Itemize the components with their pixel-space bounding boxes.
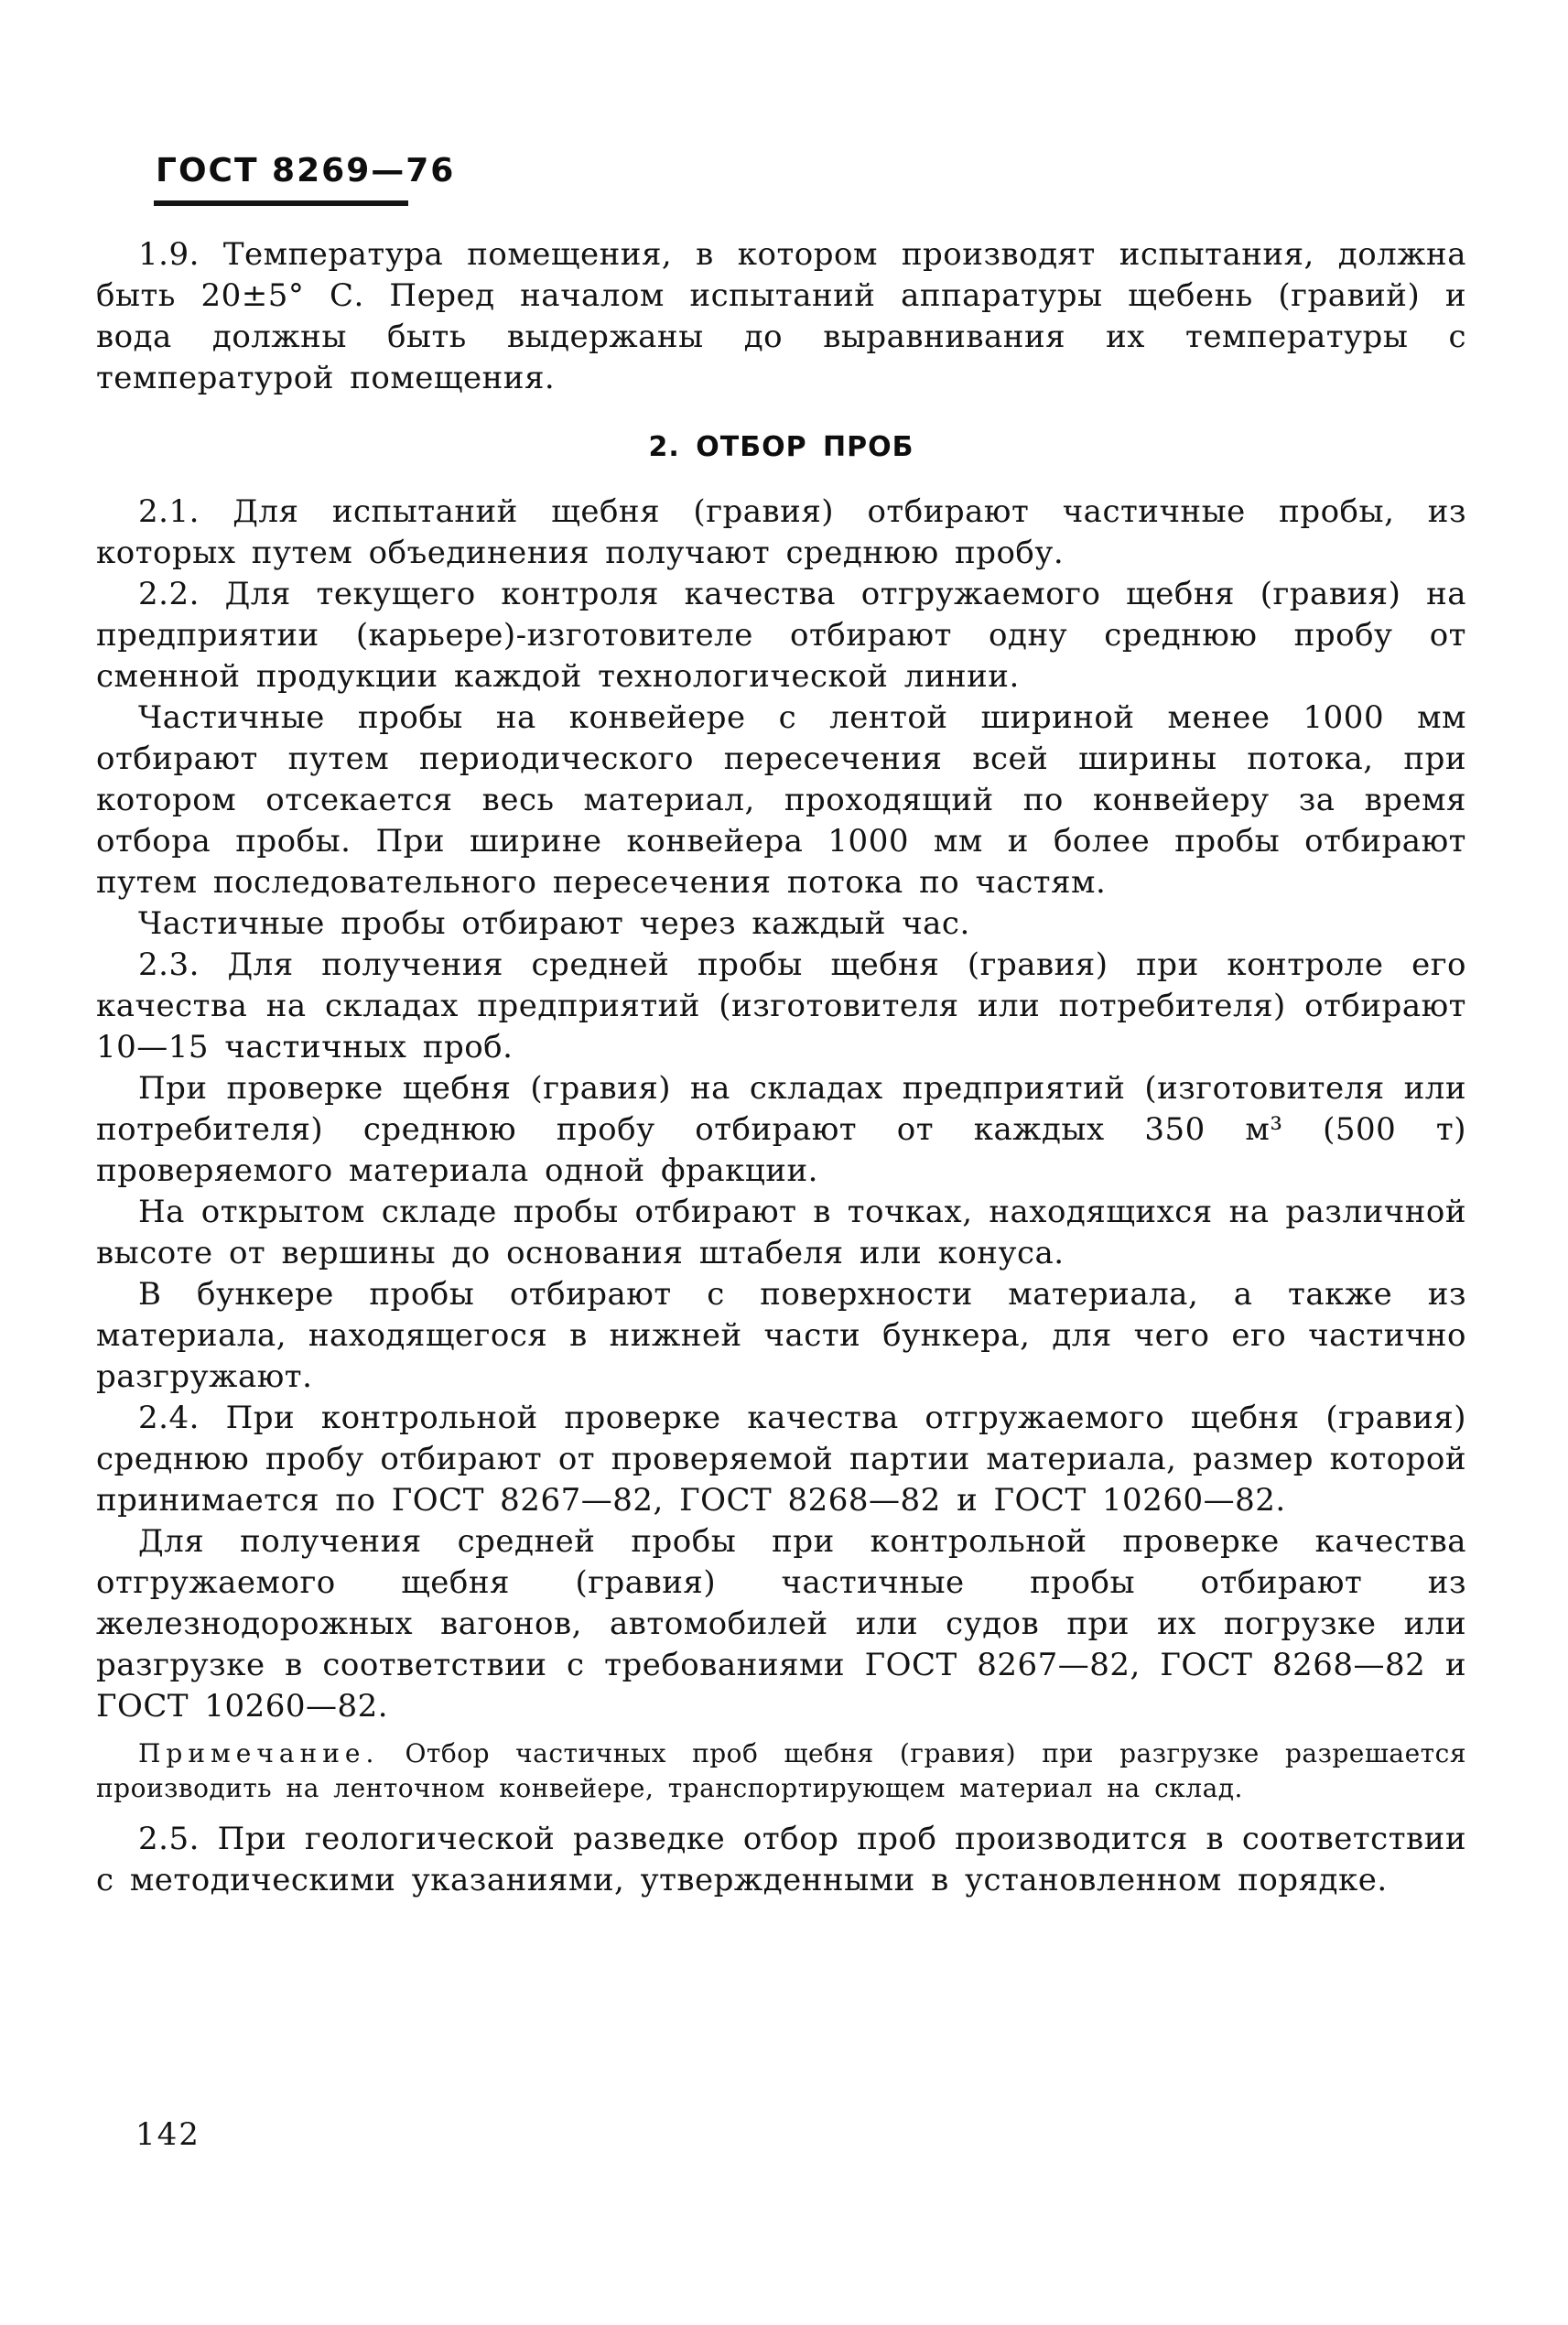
note-text: Отбор частичных проб щебня (гравия) при разгрузке разрешается производить на ленточном конвейере, транспортирующем материал на склад.: [96, 1738, 1466, 1803]
paragraph-2-3-open-stockpile: На открытом складе пробы отбирают в точках, находящихся на различной высоте от вершины до основания штабеля или конуса.: [96, 1194, 1466, 1271]
document-standard-number: ГОСТ 8269—76: [156, 152, 456, 189]
paragraph-2-2: 2.2. Для текущего контроля качества отгружаемого щебня (гравия) на предприятии (карьере)-изготовителе отбирают одну среднюю пробу от сменной продукции каждой технологической линии.: [96, 576, 1466, 695]
paragraph-2-3: 2.3. Для получения средней пробы щебня (гравия) при контроле его качества на складах предприятий (изготовителя или потребителя) отбирают 10—15 частичных проб.: [96, 946, 1466, 1065]
paragraph-hourly-sampling: Частичные пробы отбирают через каждый час.: [138, 905, 970, 942]
header-underline-rule: [154, 200, 408, 206]
page-number: 142: [135, 2116, 200, 2153]
paragraph-2-3-warehouse-check: При проверке щебня (гравия) на складах предприятий (изготовителя или потребителя) среднюю пробу отбирают от каждых 350 м³ (500 т) проверяемого материала одной фракции.: [96, 1070, 1466, 1189]
paragraph-2-5: 2.5. При геологической разведке отбор проб производится в соответствии с методическими указаниями, утвержденными в установленном порядке.: [96, 1821, 1466, 1898]
paragraph-2-2-conveyor-sampling: Частичные пробы на конвейере с лентой шириной менее 1000 мм отбирают путем периодического пересечения всей ширины потока, при котором отсекается весь материал, проходящий по конвейеру за время отбора пробы. При ширине конвейера 1000 мм и более пробы отбирают путем последовательного пересечения потока по частям.: [96, 699, 1466, 901]
paragraph-2-1: 2.1. Для испытаний щебня (гравия) отбирают частичные пробы, из которых путем объединения получают среднюю пробу.: [96, 493, 1466, 571]
note-paragraph: [96, 1736, 1466, 1806]
paragraph-2-3-bunker: В бункере пробы отбирают с поверхности материала, а также из материала, находящегося в нижней части бункера, для чего его частично разгружают.: [96, 1276, 1466, 1395]
paragraph-2-4: 2.4. При контрольной проверке качества отгружаемого щебня (гравия) среднюю пробу отбирают от проверяемой партии материала, размер которой принимается по ГОСТ 8267—82, ГОСТ 8268—82 и ГОСТ 10260—82.: [96, 1400, 1466, 1519]
paragraph-2-4-loading-unloading: Для получения средней пробы при контрольной проверке качества отгружаемого щебня (гравия) частичные пробы отбирают из железнодорожных вагонов, автомобилей или судов при их погрузке или разгрузке в соответствии с требованиями ГОСТ 8267—82, ГОСТ 8268—82 и ГОСТ 10260—82.: [96, 1523, 1466, 1725]
paragraph-1-9: 1.9. Температура помещения, в котором производят испытания, должна быть 20±5° С. Перед началом испытаний аппаратуры щебень (гравий) и вода должны быть выдержаны до выравнивания их температуры с температурой помещения.: [96, 236, 1466, 396]
section-2-heading: 2. ОТБОР ПРОБ: [648, 431, 914, 463]
note-label: Примечание.: [138, 1738, 380, 1768]
page-body-text: [96, 234, 1466, 1901]
